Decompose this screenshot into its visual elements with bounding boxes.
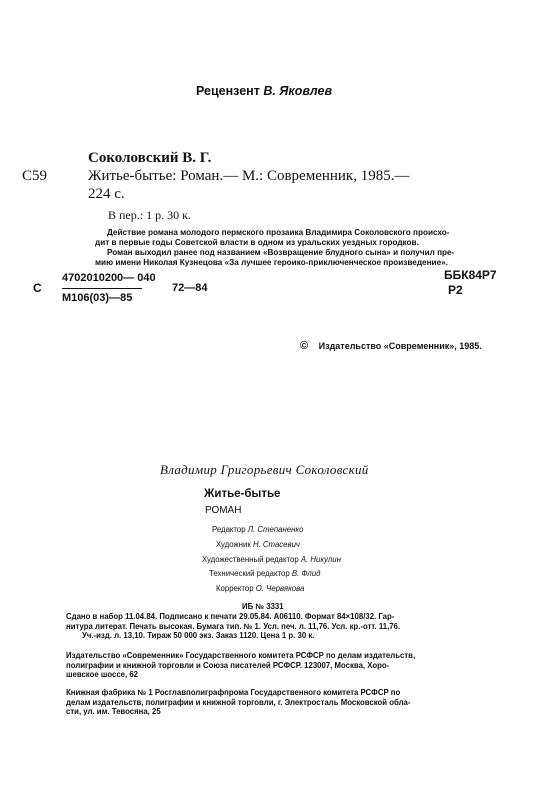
credit-role: Редактор [212,525,246,534]
print-details [66,612,516,641]
catalog-price: В пер.: 1 р. 30 к. [108,208,191,222]
printer-line: Книжная фабрика № 1 Росглавполиграфпрома Государственного комитета РСФСР по [66,688,401,697]
annotation-line: Роман выходил ранее под названием «Возвращение блудного сына» и получил пре- [107,248,455,257]
credit-role: Художник [216,540,251,549]
annotation-line: дит в первые годы Советской власти в одном из уральских уездных городков. [95,238,419,247]
catalog-annotation [95,228,495,268]
formula-divider [62,288,142,289]
catalog-title-line: Житье-бытье: Роман.— М.: Современник, 1985.— [88,168,410,184]
credit-role: Технический редактор [209,569,290,578]
annotation-line: Действие романа молодого пермского прозаика Владимира Соколовского происхо- [107,228,450,237]
credit-line [202,555,341,565]
print-detail-line: Уч.-изд. л. 13,10. Тираж 50 000 экз. Заказ 1120. Цена 1 р. 30 к. [82,631,315,641]
copyright-text: Издательство «Современник», 1985. [318,341,482,351]
copyright-icon: © [300,340,309,352]
catalog-code: С59 [22,168,48,184]
ib-number: ИБ № 3331 [242,602,284,611]
credit-line [216,540,300,550]
printer-line: делам издательств, полиграфии и книжной торговли, г. Электросталь Московской обла- [66,697,411,707]
formula-numerator: 4702010200— 040 [62,272,156,284]
copyright-line [300,340,482,352]
formula-denominator: М106(03)—85 [62,292,133,304]
credit-role: Корректор [216,584,254,593]
printer-block [66,688,516,717]
credit-name: Л. Степаненко [247,525,304,534]
credit-line [216,584,304,594]
publisher-line: полиграфии и книжной торговли и Союза писателей РСФСР. 123007, Москва, Хоро- [66,660,390,670]
credit-name: О. Червякова [255,584,305,593]
credit-name: В. Флид [291,569,321,578]
bbk-top: ББК84Р7 [444,268,497,282]
reviewer-name: В. Яковлев [263,84,333,98]
reviewer-line [196,84,332,98]
publisher-line: Издательство «Современник» Государственного комитета РСФСР по делам издательств, [66,651,416,660]
author-full-name: Владимир Григорьевич Соколовский [160,462,369,477]
publisher-line: шевское шоссе, 62 [66,670,139,680]
book-genre: РОМАН [205,505,242,516]
publisher-block [66,651,516,680]
catalog-pages: 224 с. [88,186,125,202]
print-detail-line: Сдано в набор 11.04.84. Подписано к печати 29.05.84. А06110. Формат 84×108/32. Гар- [66,612,395,621]
credit-name: А. Никулин [300,555,341,564]
credit-line [209,569,320,579]
catalog-author: Соколовский В. Г. [88,150,212,166]
print-detail-line: нитура литерат. Печать высокая. Бумага тип. № 1. Усл. печ. л. 11,76. Усл. кр.-отт. 11,76. [66,621,401,631]
annotation-line: мию имени Николая Кузнецова «За лучшее героико-приключенческое произведение». [95,258,448,267]
credit-line [212,525,303,535]
formula-letter: С [33,281,42,295]
formula-suffix: 72—84 [172,282,208,294]
book-title: Житье-бытье [204,488,281,500]
reviewer-label: Рецензент [196,84,260,98]
bbk-bottom: Р2 [448,283,463,297]
credit-name: Н. Стасевич [252,540,300,549]
printer-line: сти, ул. им. Тевосяна, 25 [66,707,161,717]
credit-role: Художественный редактор [202,555,299,564]
